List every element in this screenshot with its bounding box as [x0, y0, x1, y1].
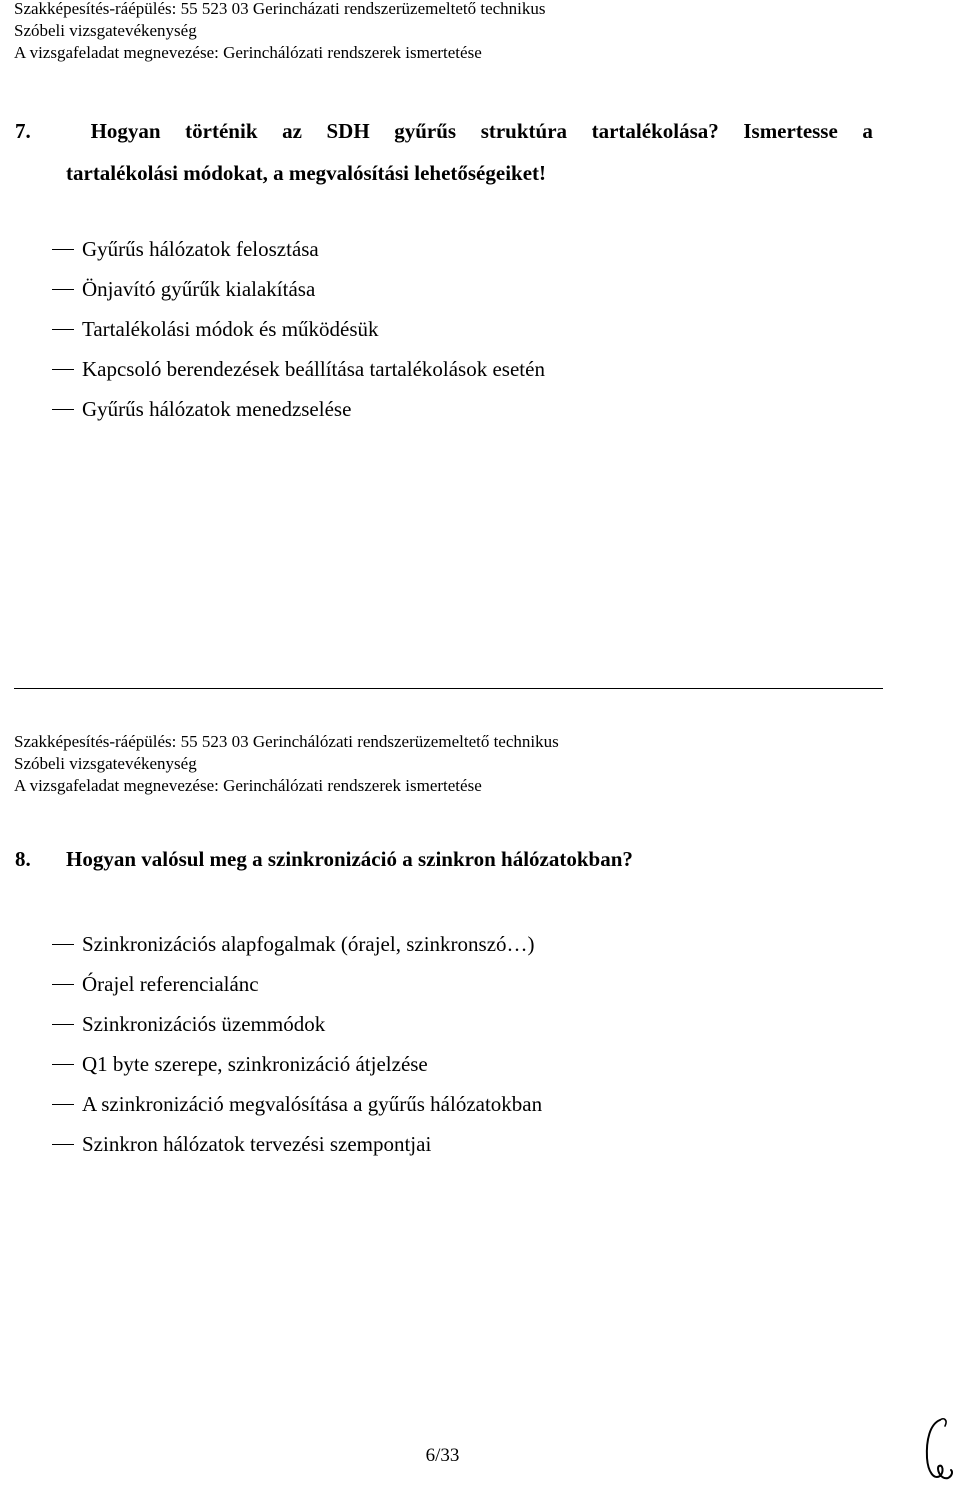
question-8-text: Hogyan valósul meg a szinkronizáció a szinkron hálózatokban?: [66, 847, 633, 871]
list-item: [52, 349, 545, 389]
list-item: [52, 389, 545, 429]
page-divider: [14, 688, 883, 689]
page-header-top: [14, 0, 546, 64]
dash-bullet: [52, 944, 74, 945]
question-7-word: tartalékolása?: [591, 119, 719, 143]
dash-bullet: [52, 1144, 74, 1145]
list-item: [52, 1084, 542, 1124]
list-item: [52, 924, 542, 964]
header-exam-type: Szóbeli vizsgatevékenység: [14, 21, 197, 40]
list-item: [52, 1004, 542, 1044]
dash-bullet: [52, 1024, 74, 1025]
header-task-name: A vizsgafeladat megnevezése: Gerinchálózati rendszerek ismertetése: [14, 43, 482, 62]
topic-list-7: [52, 229, 545, 429]
dash-bullet: [52, 249, 74, 250]
question-7-line-2: tartalékolási módokat, a megvalósítási lehetőségeiket!: [66, 161, 547, 185]
dash-bullet: [52, 1064, 74, 1065]
page-number: 6/33: [425, 1445, 460, 1466]
list-item: [52, 964, 542, 1004]
topic-text: Szinkronizációs üzemmódok: [82, 1012, 326, 1036]
signature-icon: [918, 1414, 956, 1486]
topic-text: Szinkron hálózatok tervezési szempontjai: [82, 1132, 432, 1156]
question-7-word: gyűrűs: [394, 119, 457, 143]
list-item: [52, 1124, 542, 1164]
question-8-number: 8.: [15, 847, 31, 871]
question-7-number: 7.: [15, 119, 31, 143]
question-7: [15, 110, 873, 194]
question-7-word: Ismertesse: [743, 119, 838, 143]
header-qualification: Szakképesítés-ráépülés: 55 523 03 Gerincházati rendszerüzemeltető technikus: [14, 0, 546, 18]
header-task-name: A vizsgafeladat megnevezése: Gerinchálózati rendszerek ismertetése: [14, 776, 482, 795]
topic-list-8: [52, 924, 542, 1164]
list-item: [52, 1044, 542, 1084]
question-8: [15, 838, 633, 880]
dash-bullet: [52, 409, 74, 410]
question-7-word: történik: [185, 119, 258, 143]
question-7-word: struktúra: [480, 119, 568, 143]
question-7-word: a: [862, 119, 873, 143]
list-item: [52, 309, 545, 349]
topic-text: Szinkronizációs alapfogalmak (órajel, szinkronszó…): [82, 932, 535, 956]
topic-text: Önjavító gyűrűk kialakítása: [82, 277, 316, 301]
question-7-line-1: [15, 110, 873, 152]
dash-bullet: [52, 329, 74, 330]
list-item: [52, 269, 545, 309]
header-qualification: Szakképesítés-ráépülés: 55 523 03 Gerinchálózati rendszerüzemeltető technikus: [14, 732, 559, 751]
list-item: [52, 229, 545, 269]
question-7-word: Hogyan: [90, 119, 161, 143]
topic-text: Q1 byte szerepe, szinkronizáció átjelzése: [82, 1052, 428, 1076]
topic-text: Órajel referencialánc: [82, 972, 259, 996]
dash-bullet: [52, 289, 74, 290]
dash-bullet: [52, 369, 74, 370]
topic-text: Gyűrűs hálózatok felosztása: [82, 237, 319, 261]
question-7-word: SDH: [326, 119, 370, 143]
question-7-word: az: [282, 119, 302, 143]
topic-text: Kapcsoló berendezések beállítása tartalékolások esetén: [82, 357, 545, 381]
dash-bullet: [52, 984, 74, 985]
header-exam-type: Szóbeli vizsgatevékenység: [14, 754, 197, 773]
topic-text: Gyűrűs hálózatok menedzselése: [82, 397, 352, 421]
dash-bullet: [52, 1104, 74, 1105]
topic-text: A szinkronizáció megvalósítása a gyűrűs hálózatokban: [82, 1092, 543, 1116]
topic-text: Tartalékolási módok és működésük: [82, 317, 379, 341]
page-header-bottom: [14, 731, 559, 797]
